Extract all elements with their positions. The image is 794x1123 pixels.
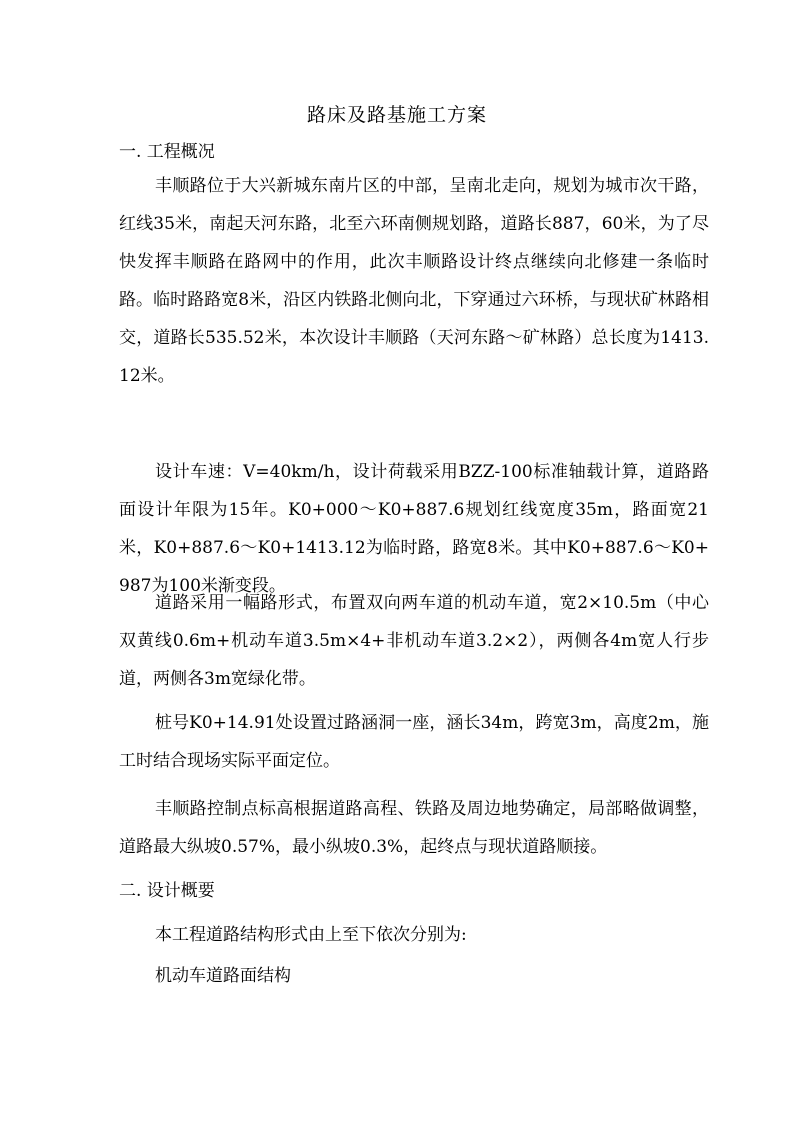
paragraph-design-speed: 设计车速：V=40km/h，设计荷载采用BZZ-100标准轴载计算，道路路面设计年限为15年。K0+000～K0+887.6规划红线宽度35m，路面宽21米，K0+887.6～K0+1413.12为临时路，路宽8米。其中K0+887.6～K0+987为100米渐变段。 — [119, 462, 709, 596]
text-motor-lane-structure: 机动车道路面结构 — [155, 966, 291, 986]
paragraph-culvert: 桩号K0+14.91处设置过路涵洞一座，涵长34m，跨宽3m，高度2m，施工时结合现场实际平面定位。 — [119, 713, 709, 771]
document-title: 路床及路基施工方案 — [306, 104, 487, 126]
paragraph-location: 丰顺路位于大兴新城东南片区的中部，呈南北走向，规划为城市次干路，红线35米，南起天河东路，北至六环南侧规划路，道路长887，60米，为了尽快发挥丰顺路在路网中的作用，此次丰顺路设计终点继续向北修建一条临时路。临时路路宽8米，沿区内铁路北侧向北，下穿通过六环桥，与现状矿林路相交，道路长535.52米，本次设计丰顺路（天河东路～矿林路）总长度为1413.12米。 — [119, 176, 709, 386]
text-structure-intro: 本工程道路结构形式由上至下依次分别为: — [155, 925, 467, 945]
paragraph-road-form: 道路采用一幅路形式，布置双向两车道的机动车道，宽2×10.5m（中心双黄线0.6m+机动车道3.5m×4+非机动车道3.2×2），两侧各4m宽人行步道，两侧各3m宽绿化带。 — [119, 593, 709, 689]
section-heading-design-summary: 二. 设计概要 — [119, 881, 215, 901]
section-heading-overview: 一. 工程概况 — [119, 142, 215, 162]
paragraph-elevation: 丰顺路控制点标高根据道路高程、铁路及周边地势确定，局部略做调整，道路最大纵坡0.57%，最小纵坡0.3%，起终点与现状道路顺接。 — [119, 799, 709, 857]
